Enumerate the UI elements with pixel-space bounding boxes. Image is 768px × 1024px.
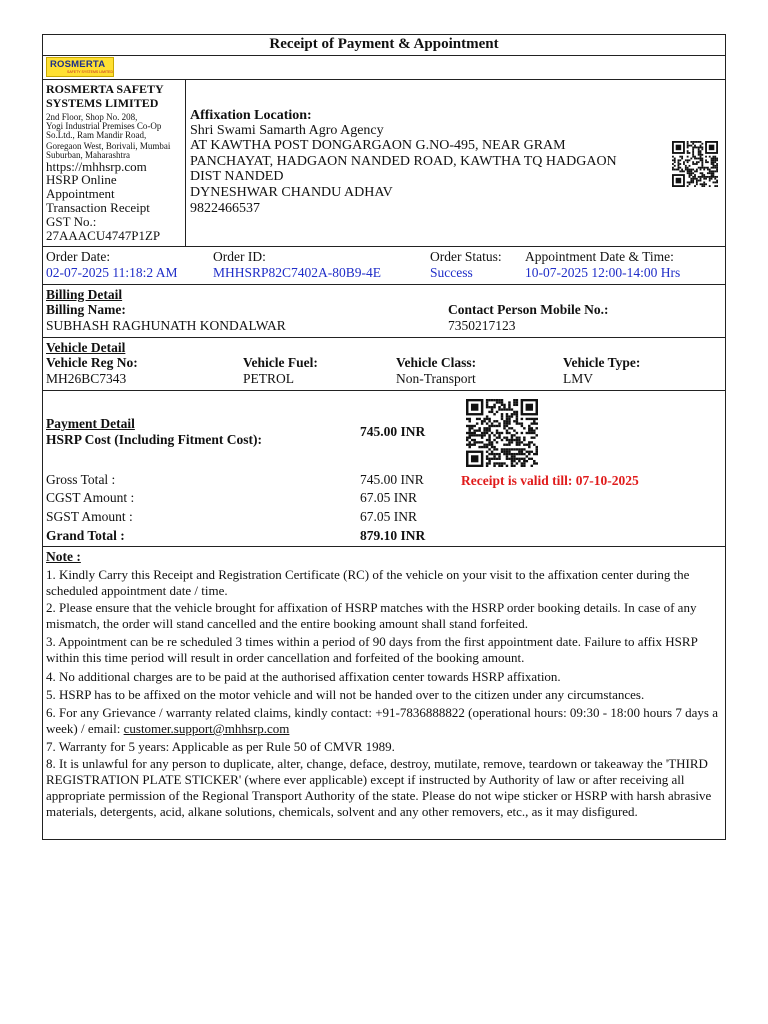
- order-date-label: Order Date:: [46, 249, 111, 264]
- note-item: [46, 705, 722, 737]
- divider: [42, 79, 726, 80]
- company-name-line2: SYSTEMS LIMITED: [46, 96, 159, 110]
- company-logo: [46, 57, 114, 77]
- grand-total-label: Grand Total :: [46, 528, 125, 543]
- sgst-value: 67.05 INR: [360, 509, 417, 524]
- receipt-type-line: HSRP Online: [46, 172, 117, 187]
- vehicle-class-label: Vehicle Class:: [396, 355, 477, 370]
- company-address-line: Yogi Industrial Premises Co-Op: [46, 121, 162, 131]
- divider: [42, 337, 726, 338]
- divider: [42, 55, 726, 56]
- note-item: 7. Warranty for 5 years: Applicable as per Rule 50 of CMVR 1989.: [46, 739, 395, 754]
- gst-value: 27AAACU4747P1ZP: [46, 228, 161, 243]
- cgst-value: 67.05 INR: [360, 490, 417, 505]
- vehicle-type-value: LMV: [563, 371, 593, 386]
- receipt-type-line: Transaction Receipt: [46, 200, 150, 215]
- order-id-label: Order ID:: [213, 249, 266, 264]
- notes-heading: Note :: [46, 549, 81, 564]
- affixation-address-line: DIST NANDED: [190, 169, 284, 184]
- appointment-label: Appointment Date & Time:: [525, 249, 674, 264]
- vehicle-reg-label: Vehicle Reg No:: [46, 355, 138, 370]
- support-email-link[interactable]: customer.support@mhhsrp.com: [123, 721, 290, 736]
- note-grievance-text: 6. For any Grievance / warranty related claims, kindly contact: +91-7836888822 (operational hours: 09:30 - 18:00 hours 7 days a week) / email:: [46, 705, 718, 736]
- company-website: https://mhhsrp.com: [46, 159, 147, 174]
- qr-code-icon: [672, 141, 718, 187]
- divider: [42, 246, 726, 247]
- qr-code-icon: [466, 399, 538, 467]
- gst-label: GST No.:: [46, 214, 97, 229]
- order-status-value: Success: [430, 265, 473, 280]
- billing-section-heading: Billing Detail: [46, 287, 123, 302]
- sgst-label: SGST Amount :: [46, 509, 133, 524]
- note-item: 8. It is unlawful for any person to duplicate, alter, change, deface, destroy, mutilate, remove, teardown or takeaway the 'THIRD REGISTRATION PLATE STICKER' (where ever applicable) except if instructed by Authority of law or after receiving all appropriate permission of the Regional Transport Authority of the state. Please do not wipe sticker or HSRP with harsh abrasive materials, detergents, acid, alkane solutions, chemicals, solvent and any other removers, etc., as it may disfigured.: [46, 756, 712, 819]
- note-item: 4. No additional charges are to be paid at the authorised affixation center towards HSRP affixation.: [46, 669, 561, 684]
- logo-subtext: SAFETY SYSTEMS LIMITED: [67, 70, 114, 74]
- vehicle-section-heading: Vehicle Detail: [46, 340, 126, 355]
- divider: [42, 284, 726, 285]
- divider: [42, 546, 726, 547]
- receipt-validity: Receipt is valid till: 07-10-2025: [461, 473, 639, 488]
- receipt-type-line: Appointment: [46, 186, 115, 201]
- mobile-value: 7350217123: [448, 318, 516, 333]
- appointment-value: 10-07-2025 12:00-14:00 Hrs: [525, 265, 681, 280]
- order-id-value: MHHSRP82C7402A-80B9-4E: [213, 265, 382, 280]
- note-item: 2. Please ensure that the vehicle brought for affixation of HSRP matches with the HSRP order booking details. In case of any mismatch, the order will stand cancelled and the entire booking amount shall stand forfeited.: [46, 600, 697, 631]
- affixation-contact-name: DYNESHWAR CHANDU ADHAV: [190, 185, 393, 200]
- note-item: 3. Appointment can be re scheduled 3 times within a period of 90 days from the first appointment date. Failure to affix HSRP within this time period will result in order cancellation and forfeited of the booking amount.: [46, 634, 698, 665]
- vehicle-reg-value: MH26BC7343: [46, 371, 127, 386]
- note-item: 1. Kindly Carry this Receipt and Registration Certificate (RC) of the vehicle on your visit to the affixation center during the scheduled appointment date / time.: [46, 567, 690, 598]
- note-item: 5. HSRP has to be affixed on the motor vehicle and will not be handed over to the citizen under any circumstances.: [46, 687, 645, 702]
- affixation-agency: Shri Swami Samarth Agro Agency: [190, 123, 384, 138]
- grand-total-value: 879.10 INR: [360, 528, 426, 543]
- affixation-address-line: AT KAWTHA POST DONGARGAON G.NO-495, NEAR GRAM: [190, 138, 566, 153]
- hsrp-cost-label: HSRP Cost (Including Fitment Cost):: [46, 432, 263, 447]
- vehicle-class-value: Non-Transport: [396, 371, 476, 386]
- order-status-label: Order Status:: [430, 249, 502, 264]
- logo-text: ROSMERTA: [50, 59, 106, 70]
- affixation-label: Affixation Location:: [190, 108, 312, 123]
- billing-name-value: SUBHASH RAGHUNATH KONDALWAR: [46, 318, 286, 333]
- company-name-line1: ROSMERTA SAFETY: [46, 82, 164, 96]
- gross-total-value: 745.00 INR: [360, 472, 424, 487]
- billing-name-label: Billing Name:: [46, 302, 126, 317]
- affixation-contact-phone: 9822466537: [190, 201, 260, 216]
- column-divider: [185, 79, 186, 246]
- hsrp-cost-value: 745.00 INR: [360, 424, 426, 439]
- mobile-label: Contact Person Mobile No.:: [448, 302, 609, 317]
- company-address-line: So.Ltd., Ram Mandir Road,: [46, 130, 147, 140]
- cgst-label: CGST Amount :: [46, 490, 135, 505]
- page-title: Receipt of Payment & Appointment: [269, 36, 499, 52]
- company-address-line: Goregaon West, Borivali, Mumbai: [46, 141, 171, 151]
- vehicle-type-label: Vehicle Type:: [563, 355, 641, 370]
- payment-section-heading: Payment Detail: [46, 416, 135, 431]
- affixation-address-line: PANCHAYAT, HADGAON NANDED ROAD, KAWTHA TQ HADGAON: [190, 154, 617, 169]
- divider: [42, 390, 726, 391]
- gross-total-label: Gross Total :: [46, 472, 116, 487]
- vehicle-fuel-label: Vehicle Fuel:: [243, 355, 318, 370]
- company-address-line: 2nd Floor, Shop No. 208,: [46, 112, 138, 122]
- vehicle-fuel-value: PETROL: [243, 371, 295, 386]
- order-date-value: 02-07-2025 11:18:2 AM: [46, 265, 178, 280]
- company-address-line: Suburban, Maharashtra: [46, 150, 130, 160]
